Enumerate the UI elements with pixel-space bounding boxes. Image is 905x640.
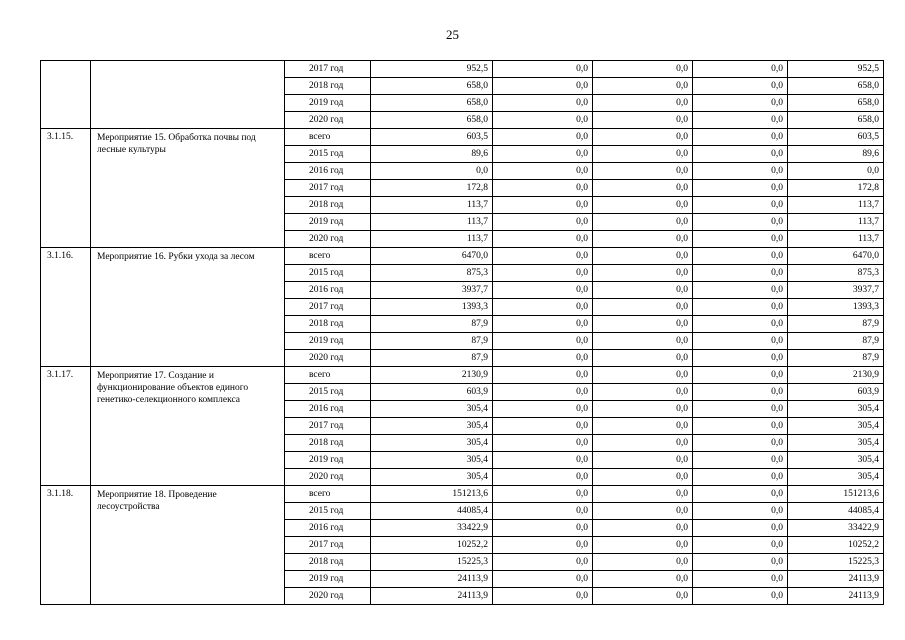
period-cell: всего	[285, 129, 371, 146]
value-cell-3: 0,0	[593, 197, 693, 214]
period-cell: 2020 год	[285, 588, 371, 605]
value-cell-4: 0,0	[693, 435, 788, 452]
value-cell-4: 0,0	[693, 146, 788, 163]
period-cell: 2016 год	[285, 282, 371, 299]
total-value-cell: 952,5	[371, 61, 493, 78]
total-value-cell: 87,9	[371, 333, 493, 350]
value-cell-5: 3937,7	[788, 282, 884, 299]
total-value-cell: 875,3	[371, 265, 493, 282]
value-cell-3: 0,0	[593, 282, 693, 299]
value-cell-2: 0,0	[493, 214, 593, 231]
total-value-cell: 603,9	[371, 384, 493, 401]
value-cell-3: 0,0	[593, 163, 693, 180]
value-cell-5: 33422,9	[788, 520, 884, 537]
value-cell-2: 0,0	[493, 78, 593, 95]
value-cell-3: 0,0	[593, 367, 693, 384]
value-cell-3: 0,0	[593, 78, 693, 95]
total-value-cell: 113,7	[371, 197, 493, 214]
measure-name: Мероприятие 17. Создание и функционирование объектов единого генетико-селекционного комплекса	[91, 367, 285, 486]
total-value-cell: 305,4	[371, 435, 493, 452]
value-cell-4: 0,0	[693, 503, 788, 520]
period-cell: 2015 год	[285, 384, 371, 401]
table-row	[41, 486, 884, 503]
value-cell-2: 0,0	[493, 299, 593, 316]
total-value-cell: 3937,7	[371, 282, 493, 299]
value-cell-2: 0,0	[493, 112, 593, 129]
value-cell-5: 15225,3	[788, 554, 884, 571]
total-value-cell: 305,4	[371, 401, 493, 418]
period-cell: 2018 год	[285, 554, 371, 571]
table-row	[41, 367, 884, 384]
value-cell-3: 0,0	[593, 554, 693, 571]
value-cell-2: 0,0	[493, 265, 593, 282]
measure-code	[41, 61, 91, 129]
value-cell-2: 0,0	[493, 248, 593, 265]
value-cell-2: 0,0	[493, 401, 593, 418]
value-cell-5: 24113,9	[788, 571, 884, 588]
value-cell-2: 0,0	[493, 95, 593, 112]
total-value-cell: 24113,9	[371, 588, 493, 605]
value-cell-2: 0,0	[493, 588, 593, 605]
value-cell-2: 0,0	[493, 316, 593, 333]
total-value-cell: 113,7	[371, 214, 493, 231]
value-cell-5: 6470,0	[788, 248, 884, 265]
value-cell-2: 0,0	[493, 129, 593, 146]
value-cell-3: 0,0	[593, 401, 693, 418]
period-cell: 2020 год	[285, 112, 371, 129]
period-cell: 2019 год	[285, 214, 371, 231]
value-cell-5: 305,4	[788, 435, 884, 452]
value-cell-5: 603,9	[788, 384, 884, 401]
value-cell-3: 0,0	[593, 435, 693, 452]
value-cell-3: 0,0	[593, 248, 693, 265]
value-cell-5: 151213,6	[788, 486, 884, 503]
value-cell-5: 305,4	[788, 401, 884, 418]
value-cell-3: 0,0	[593, 503, 693, 520]
total-value-cell: 658,0	[371, 112, 493, 129]
value-cell-2: 0,0	[493, 333, 593, 350]
value-cell-2: 0,0	[493, 146, 593, 163]
period-cell: 2020 год	[285, 231, 371, 248]
total-value-cell: 33422,9	[371, 520, 493, 537]
value-cell-4: 0,0	[693, 401, 788, 418]
value-cell-5: 89,6	[788, 146, 884, 163]
period-cell: 2015 год	[285, 503, 371, 520]
value-cell-2: 0,0	[493, 435, 593, 452]
period-cell: всего	[285, 367, 371, 384]
value-cell-5: 113,7	[788, 214, 884, 231]
total-value-cell: 2130,9	[371, 367, 493, 384]
value-cell-3: 0,0	[593, 486, 693, 503]
period-cell: всего	[285, 248, 371, 265]
value-cell-4: 0,0	[693, 554, 788, 571]
value-cell-3: 0,0	[593, 350, 693, 367]
value-cell-3: 0,0	[593, 299, 693, 316]
period-cell: всего	[285, 486, 371, 503]
value-cell-2: 0,0	[493, 469, 593, 486]
value-cell-5: 87,9	[788, 350, 884, 367]
period-cell: 2019 год	[285, 95, 371, 112]
value-cell-2: 0,0	[493, 520, 593, 537]
value-cell-3: 0,0	[593, 384, 693, 401]
period-cell: 2015 год	[285, 265, 371, 282]
measure-code: 3.1.17.	[41, 367, 91, 486]
total-value-cell: 87,9	[371, 350, 493, 367]
value-cell-4: 0,0	[693, 61, 788, 78]
value-cell-5: 658,0	[788, 95, 884, 112]
value-cell-2: 0,0	[493, 61, 593, 78]
value-cell-4: 0,0	[693, 384, 788, 401]
value-cell-4: 0,0	[693, 180, 788, 197]
table-body	[41, 61, 884, 605]
value-cell-5: 658,0	[788, 112, 884, 129]
total-value-cell: 15225,3	[371, 554, 493, 571]
total-value-cell: 0,0	[371, 163, 493, 180]
period-cell: 2018 год	[285, 435, 371, 452]
value-cell-3: 0,0	[593, 418, 693, 435]
value-cell-4: 0,0	[693, 316, 788, 333]
period-cell: 2016 год	[285, 520, 371, 537]
total-value-cell: 6470,0	[371, 248, 493, 265]
value-cell-3: 0,0	[593, 146, 693, 163]
value-cell-4: 0,0	[693, 95, 788, 112]
value-cell-5: 305,4	[788, 452, 884, 469]
value-cell-2: 0,0	[493, 418, 593, 435]
value-cell-4: 0,0	[693, 214, 788, 231]
measure-name	[91, 61, 285, 129]
measure-code: 3.1.16.	[41, 248, 91, 367]
total-value-cell: 10252,2	[371, 537, 493, 554]
total-value-cell: 305,4	[371, 418, 493, 435]
table-row	[41, 248, 884, 265]
period-cell: 2018 год	[285, 316, 371, 333]
value-cell-3: 0,0	[593, 571, 693, 588]
value-cell-5: 305,4	[788, 469, 884, 486]
period-cell: 2017 год	[285, 180, 371, 197]
value-cell-4: 0,0	[693, 78, 788, 95]
value-cell-5: 603,5	[788, 129, 884, 146]
value-cell-2: 0,0	[493, 503, 593, 520]
value-cell-4: 0,0	[693, 469, 788, 486]
total-value-cell: 603,5	[371, 129, 493, 146]
value-cell-5: 10252,2	[788, 537, 884, 554]
period-cell: 2018 год	[285, 78, 371, 95]
table-row	[41, 61, 884, 78]
value-cell-3: 0,0	[593, 265, 693, 282]
value-cell-4: 0,0	[693, 112, 788, 129]
value-cell-3: 0,0	[593, 452, 693, 469]
period-cell: 2017 год	[285, 61, 371, 78]
measure-code: 3.1.15.	[41, 129, 91, 248]
period-cell: 2020 год	[285, 469, 371, 486]
value-cell-3: 0,0	[593, 588, 693, 605]
value-cell-4: 0,0	[693, 282, 788, 299]
value-cell-5: 2130,9	[788, 367, 884, 384]
total-value-cell: 305,4	[371, 469, 493, 486]
value-cell-5: 1393,3	[788, 299, 884, 316]
value-cell-3: 0,0	[593, 520, 693, 537]
value-cell-2: 0,0	[493, 163, 593, 180]
value-cell-4: 0,0	[693, 129, 788, 146]
value-cell-5: 952,5	[788, 61, 884, 78]
value-cell-4: 0,0	[693, 197, 788, 214]
value-cell-2: 0,0	[493, 452, 593, 469]
total-value-cell: 24113,9	[371, 571, 493, 588]
value-cell-5: 305,4	[788, 418, 884, 435]
value-cell-4: 0,0	[693, 367, 788, 384]
value-cell-5: 44085,4	[788, 503, 884, 520]
budget-table	[40, 60, 884, 605]
value-cell-3: 0,0	[593, 537, 693, 554]
value-cell-3: 0,0	[593, 180, 693, 197]
value-cell-4: 0,0	[693, 418, 788, 435]
value-cell-2: 0,0	[493, 571, 593, 588]
value-cell-2: 0,0	[493, 384, 593, 401]
value-cell-5: 0,0	[788, 163, 884, 180]
measure-name: Мероприятие 15. Обработка почвы под лесные культуры	[91, 129, 285, 248]
value-cell-2: 0,0	[493, 350, 593, 367]
total-value-cell: 172,8	[371, 180, 493, 197]
value-cell-5: 113,7	[788, 231, 884, 248]
value-cell-2: 0,0	[493, 197, 593, 214]
value-cell-4: 0,0	[693, 231, 788, 248]
period-cell: 2016 год	[285, 401, 371, 418]
total-value-cell: 305,4	[371, 452, 493, 469]
value-cell-3: 0,0	[593, 333, 693, 350]
value-cell-5: 87,9	[788, 333, 884, 350]
value-cell-4: 0,0	[693, 163, 788, 180]
total-value-cell: 89,6	[371, 146, 493, 163]
period-cell: 2017 год	[285, 418, 371, 435]
total-value-cell: 151213,6	[371, 486, 493, 503]
value-cell-3: 0,0	[593, 129, 693, 146]
period-cell: 2019 год	[285, 333, 371, 350]
total-value-cell: 658,0	[371, 95, 493, 112]
period-cell: 2020 год	[285, 350, 371, 367]
value-cell-3: 0,0	[593, 61, 693, 78]
value-cell-3: 0,0	[593, 231, 693, 248]
value-cell-4: 0,0	[693, 571, 788, 588]
measure-name: Мероприятие 18. Проведение лесоустройства	[91, 486, 285, 605]
measure-code: 3.1.18.	[41, 486, 91, 605]
period-cell: 2015 год	[285, 146, 371, 163]
value-cell-2: 0,0	[493, 367, 593, 384]
period-cell: 2018 год	[285, 197, 371, 214]
period-cell: 2017 год	[285, 299, 371, 316]
value-cell-3: 0,0	[593, 112, 693, 129]
period-cell: 2019 год	[285, 571, 371, 588]
value-cell-4: 0,0	[693, 520, 788, 537]
value-cell-3: 0,0	[593, 95, 693, 112]
total-value-cell: 1393,3	[371, 299, 493, 316]
value-cell-5: 658,0	[788, 78, 884, 95]
value-cell-2: 0,0	[493, 282, 593, 299]
value-cell-4: 0,0	[693, 265, 788, 282]
value-cell-4: 0,0	[693, 248, 788, 265]
value-cell-4: 0,0	[693, 588, 788, 605]
period-cell: 2017 год	[285, 537, 371, 554]
value-cell-3: 0,0	[593, 316, 693, 333]
value-cell-4: 0,0	[693, 299, 788, 316]
total-value-cell: 87,9	[371, 316, 493, 333]
value-cell-5: 87,9	[788, 316, 884, 333]
value-cell-4: 0,0	[693, 537, 788, 554]
value-cell-4: 0,0	[693, 452, 788, 469]
period-cell: 2019 год	[285, 452, 371, 469]
value-cell-2: 0,0	[493, 537, 593, 554]
value-cell-5: 24113,9	[788, 588, 884, 605]
total-value-cell: 44085,4	[371, 503, 493, 520]
value-cell-5: 113,7	[788, 197, 884, 214]
value-cell-2: 0,0	[493, 554, 593, 571]
value-cell-2: 0,0	[493, 180, 593, 197]
total-value-cell: 113,7	[371, 231, 493, 248]
value-cell-4: 0,0	[693, 333, 788, 350]
value-cell-3: 0,0	[593, 214, 693, 231]
value-cell-4: 0,0	[693, 486, 788, 503]
period-cell: 2016 год	[285, 163, 371, 180]
table-row	[41, 129, 884, 146]
measure-name: Мероприятие 16. Рубки ухода за лесом	[91, 248, 285, 367]
value-cell-2: 0,0	[493, 231, 593, 248]
value-cell-2: 0,0	[493, 486, 593, 503]
page-number: 25	[446, 27, 459, 42]
total-value-cell: 658,0	[371, 78, 493, 95]
value-cell-3: 0,0	[593, 469, 693, 486]
value-cell-5: 172,8	[788, 180, 884, 197]
value-cell-4: 0,0	[693, 350, 788, 367]
value-cell-5: 875,3	[788, 265, 884, 282]
